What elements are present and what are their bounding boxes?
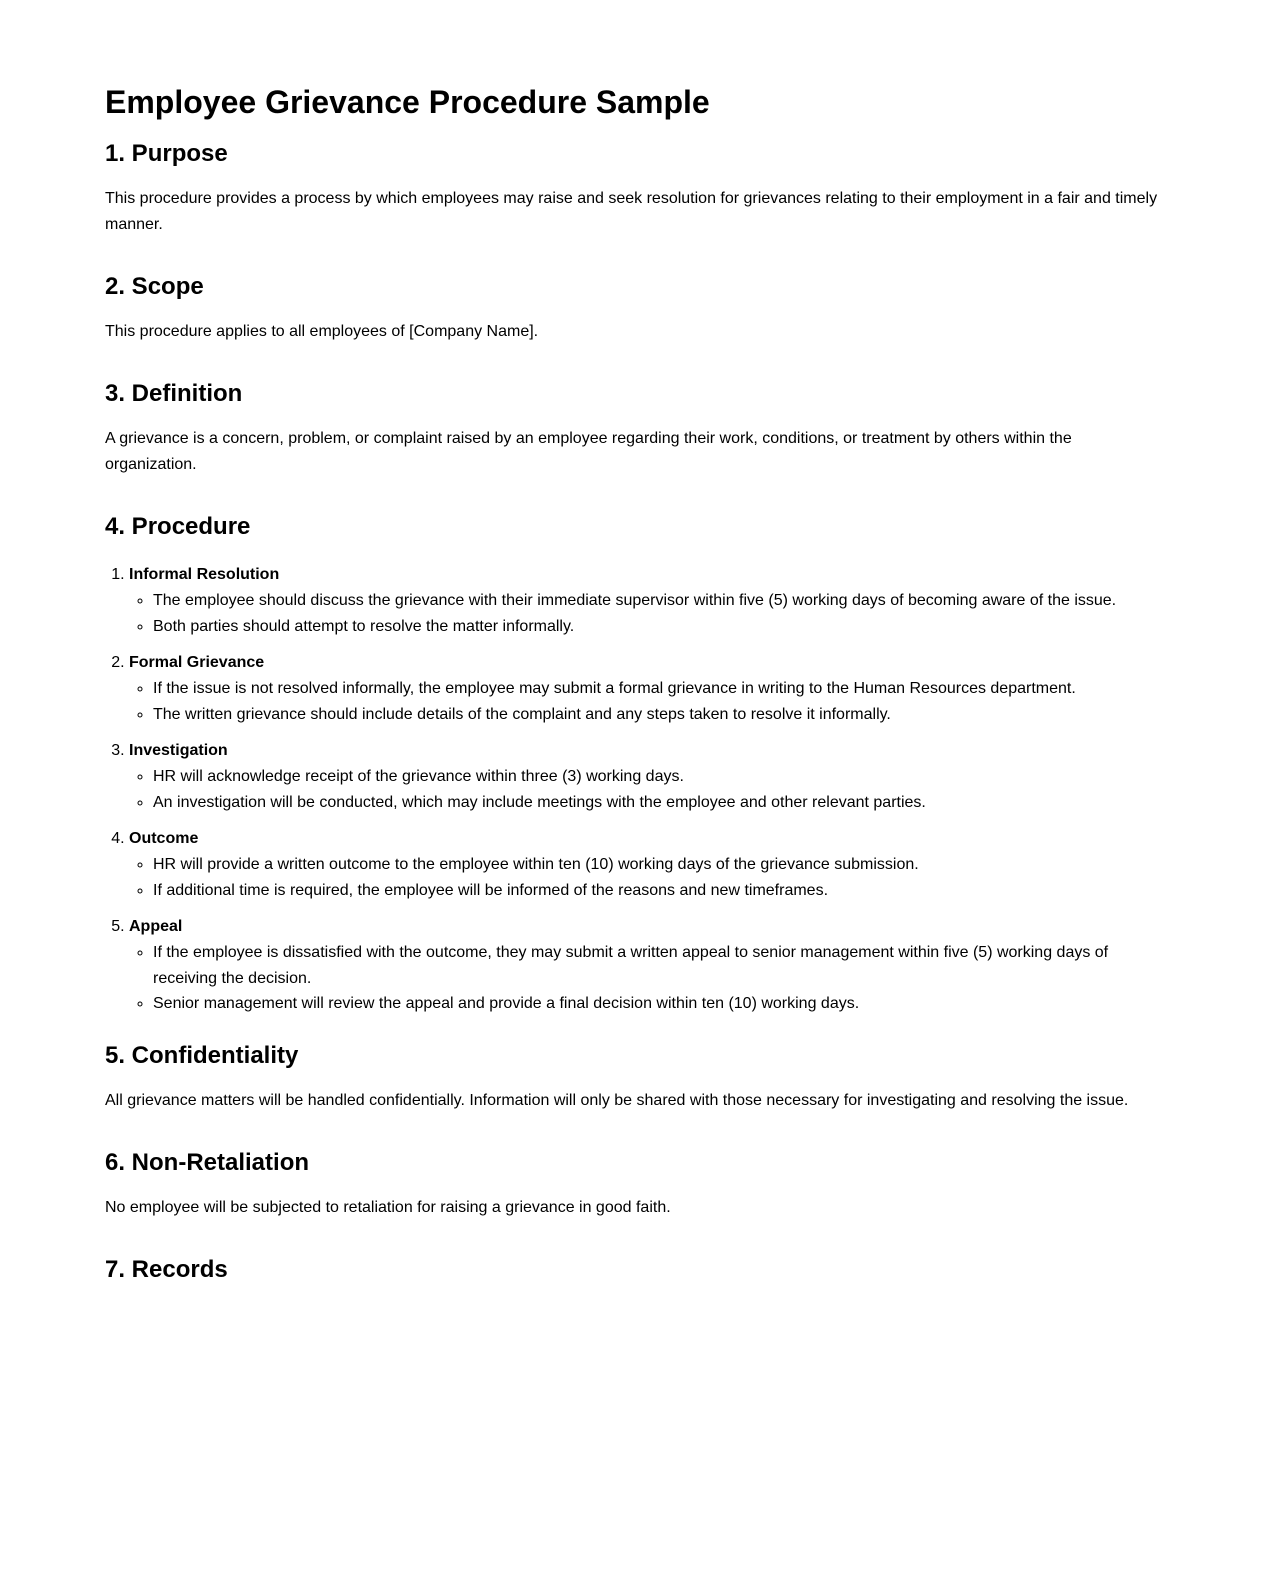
- section-body: A grievance is a concern, problem, or complaint raised by an employee regarding their work, conditions, or treatment by others within the organization.: [105, 430, 1072, 473]
- step-points: [129, 676, 1165, 727]
- procedure-steps-list: [105, 562, 1165, 1017]
- section-purpose: [105, 138, 1165, 238]
- section-definition: [105, 378, 1165, 478]
- procedure-step: [129, 650, 1165, 727]
- list-item: ◦ HR will provide a written outcome to the employee within ten (10) working days of the grievance submission.: [153, 852, 1165, 878]
- section-body: This procedure applies to all employees of [Company Name].: [105, 323, 539, 340]
- step-points: [129, 940, 1165, 1017]
- step-points: [129, 588, 1165, 639]
- step-title: Outcome: [129, 830, 199, 847]
- section-confidentiality: [105, 1040, 1165, 1114]
- procedure-step: [129, 826, 1165, 903]
- section-heading: 7. Records: [105, 1255, 228, 1283]
- section-heading: 5. Confidentiality: [105, 1041, 299, 1069]
- step-points: [129, 852, 1165, 903]
- section-non-retaliation: [105, 1147, 1165, 1221]
- section-heading: 4. Procedure: [105, 513, 251, 540]
- document-body: [105, 138, 1165, 1302]
- list-item: ◦ If the employee is dissatisfied with the outcome, they may submit a written appeal to senior management within five (5) working days of receiving the decision.: [153, 940, 1165, 991]
- section-body: No employee will be subjected to retaliation for raising a grievance in good faith.: [105, 1198, 671, 1216]
- step-points: [129, 764, 1165, 815]
- procedure-step: [129, 914, 1165, 1017]
- list-item: ◦ An investigation will be conducted, which may include meetings with the employee and other relevant parties.: [153, 790, 1165, 816]
- section-body: This procedure provides a process by which employees may raise and seek resolution for grievances relating to their employment in a fair and timely manner.: [105, 190, 1158, 233]
- page-title: Employee Grievance Procedure Sample: [105, 84, 710, 120]
- step-title: Formal Grievance: [129, 654, 265, 671]
- list-item: ◦ The written grievance should include details of the complaint and any steps taken to resolve it informally.: [153, 702, 1165, 728]
- section-scope: [105, 271, 1165, 345]
- section-heading: 1. Purpose: [105, 140, 228, 167]
- list-item: ◦ HR will acknowledge receipt of the grievance within three (3) working days.: [153, 764, 1165, 790]
- procedure-step: [129, 738, 1165, 815]
- section-records: [105, 1254, 1165, 1286]
- section-procedure: [105, 511, 1165, 1017]
- section-body: All grievance matters will be handled confidentially. Information will only be shared with those necessary for investigating and resolving the issue.: [105, 1091, 1129, 1109]
- list-item: ◦ The employee should discuss the grievance with their immediate supervisor within five (5) working days of becoming aware of the issue.: [153, 588, 1165, 614]
- section-heading: 3. Definition: [105, 380, 243, 407]
- step-title: Investigation: [129, 742, 228, 759]
- procedure-step: [129, 562, 1165, 639]
- step-title: Informal Resolution: [129, 566, 280, 583]
- section-heading: 2. Scope: [105, 273, 204, 300]
- section-heading: 6. Non-Retaliation: [105, 1148, 310, 1176]
- list-item: ◦ If additional time is required, the employee will be informed of the reasons and new timeframes.: [153, 878, 1165, 904]
- list-item: ◦ Both parties should attempt to resolve the matter informally.: [153, 614, 1165, 640]
- list-item: ◦ If the issue is not resolved informally, the employee may submit a formal grievance in writing to the Human Resources department.: [153, 676, 1165, 702]
- step-title: Appeal: [129, 918, 183, 935]
- list-item: ◦ Senior management will review the appeal and provide a final decision within ten (10) working days.: [153, 991, 1165, 1017]
